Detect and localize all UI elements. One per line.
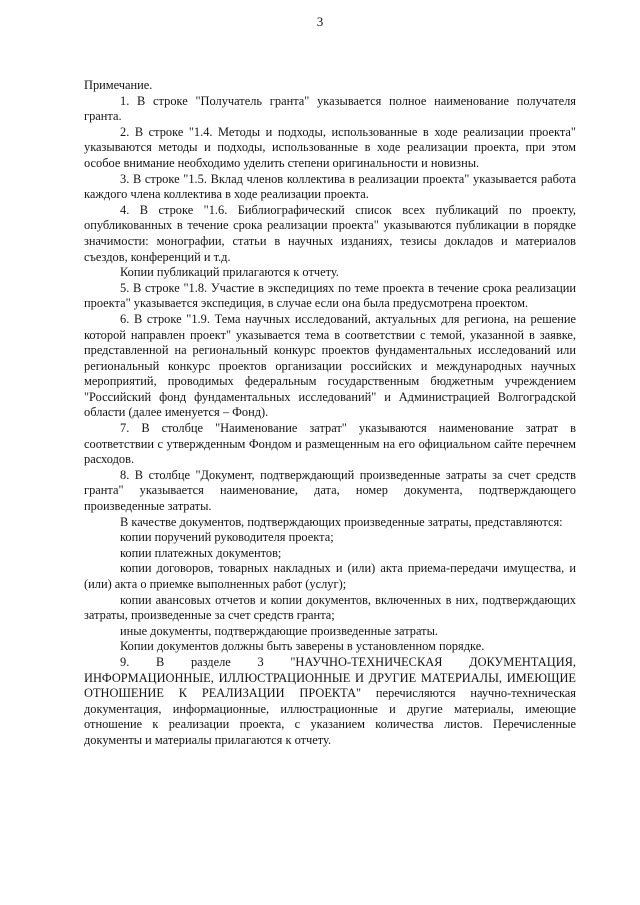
note-paragraph: Копии публикаций прилагаются к отчету. bbox=[120, 265, 339, 280]
page-number: 3 bbox=[316, 14, 324, 29]
list-item: иные документы, подтверждающие произведенные затраты. bbox=[120, 623, 439, 638]
list-item: копии авансовых отчетов и копии документов, включенных в них, подтверждающих затраты, произведенные за счет средств гранта; bbox=[84, 592, 576, 623]
note-paragraph: 1. В строке "Получатель гранта" указывается полное наименование получателя гранта. bbox=[84, 93, 576, 124]
list-item: копии договоров, товарных накладных и (или) акта приема-передачи имущества, и (или) акта о приемке выполненных работ (услуг); bbox=[84, 561, 576, 591]
note-paragraph: Копии документов должны быть заверены в установленном порядке. bbox=[120, 639, 485, 654]
note-paragraph: 6. В строке "1.9. Тема научных исследований, актуальных для региона, на решение которой направлен проект" указывается тема в соответствии с темой, указанной в заявке, представленной на региональный конкурс проектов фундаментальных исследований или региональный конкурс проектов организации российских и международных научных мероприятий, проводимых федеральным государственным бюджетным учреждением "Российский фонд фундаментальных исследований" и Администрацией Волгоградской области (далее именуется – Фонд). bbox=[84, 311, 576, 420]
note-paragraph: 7. В столбце "Наименование затрат" указываются наименование затрат в соответствии с утвержденным Фондом и размещенным на его официальном сайте перечнем расходов. bbox=[84, 421, 576, 467]
list-item: копии платежных документов; bbox=[120, 545, 282, 560]
note-paragraph: 3. В строке "1.5. Вклад членов коллектива в реализации проекта" указывается работа каждого члена коллектива в ходе реализации проекта. bbox=[84, 171, 576, 202]
page-content bbox=[84, 78, 576, 749]
note-title: Примечание. bbox=[84, 78, 153, 92]
note-paragraph: 8. В столбце "Документ, подтверждающий произведенные затраты за счет средств гранта" указывается наименование, дата, номер документа, подтверждающего произведенные затраты. bbox=[84, 467, 576, 514]
note-paragraph: 2. В строке "1.4. Методы и подходы, использованные в ходе реализации проекта" указываются методы и подходы, использованные в ходе реализации проекта, при этом особое внимание необходимо уделить степени оригинальности и новизны. bbox=[84, 124, 576, 170]
list-item: копии поручений руководителя проекта; bbox=[120, 530, 334, 545]
note-paragraph: 4. В строке "1.6. Библиографический список всех публикаций по проекту, опубликованных в течение срока реализации проекта" указываются публикации в порядке значимости: монографии, статьи в научных изданиях, тезисы докладов и материалов съездов, конференций и т.д. bbox=[84, 202, 576, 264]
note-paragraph: 9. В разделе 3 "НАУЧНО-ТЕХНИЧЕСКАЯ ДОКУМЕНТАЦИЯ, ИНФОРМАЦИОННЫЕ, ИЛЛЮСТРАЦИОННЫЕ И ДРУГИЕ МАТЕРИАЛЫ, ИМЕЮЩИЕ ОТНОШЕНИЕ К РЕАЛИЗАЦИИ ПРОЕКТА" перечисляются научно-техническая документация, информационные, иллюстрационные и другие материалы, имеющие отношение к реализации проекта, с указанием количества листов. Перечисленные документы и материалы прилагаются к отчету. bbox=[84, 654, 576, 747]
note-paragraph: В качестве документов, подтверждающих произведенные затраты, представляются: bbox=[120, 514, 563, 529]
note-paragraph: 5. В строке "1.8. Участие в экспедициях по теме проекта в течение срока реализации проекта" указывается экспедиция, в случае если она была предусмотрена проектом. bbox=[84, 280, 576, 311]
